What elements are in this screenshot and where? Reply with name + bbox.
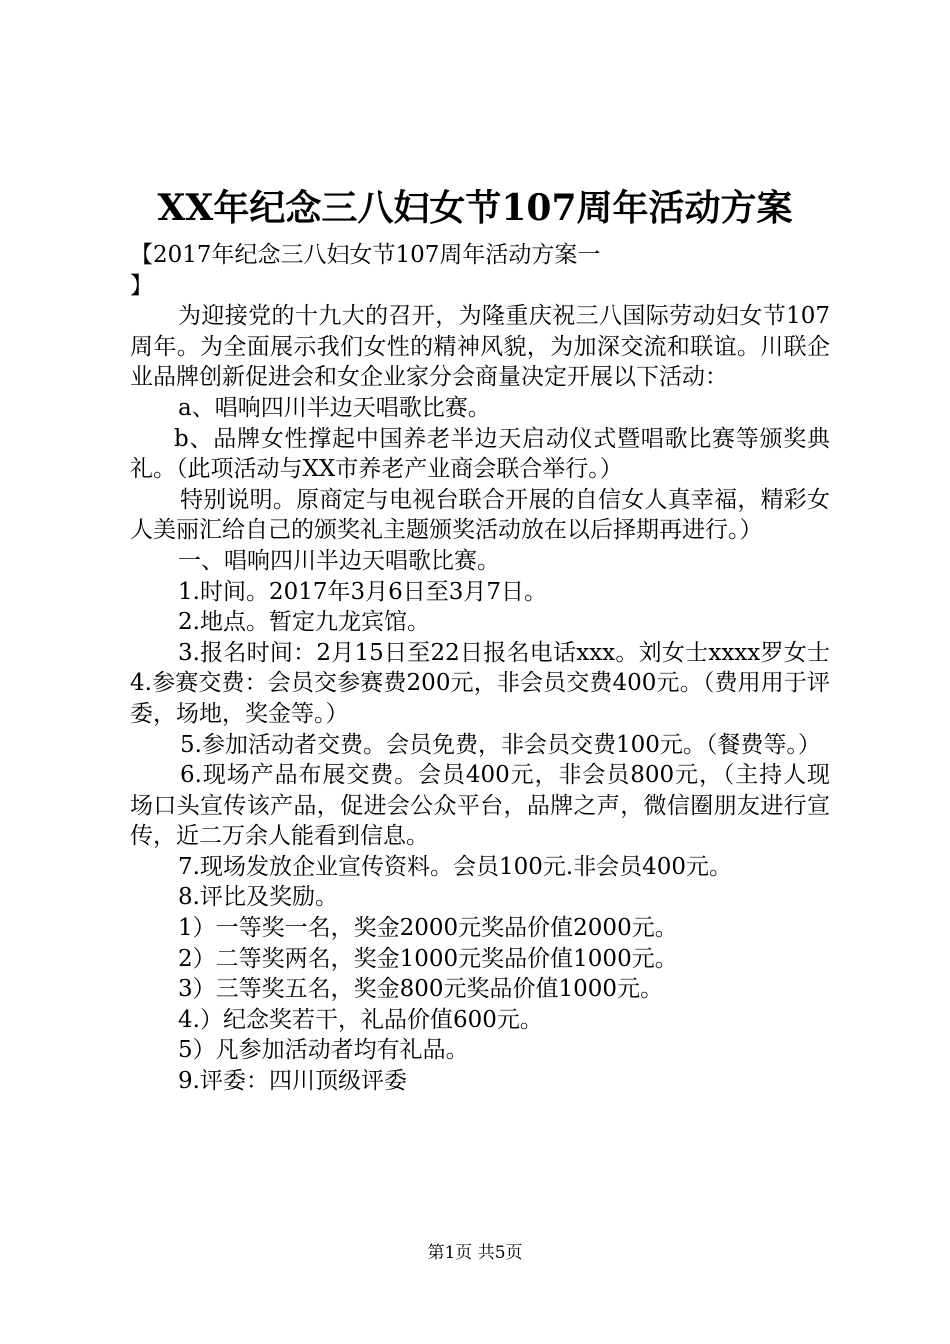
paragraph: 特别说明。原商定与电视台联合开展的自信女人真幸福，精彩女人美丽汇给自己的颁奖礼主题颁奖活动放在以后择期再进行。） xyxy=(130,486,830,544)
document-body xyxy=(130,240,830,1097)
paragraph: 3）三等奖五名，奖金800元奖品价值1000元。 xyxy=(178,976,664,1003)
paragraph: 3.报名时间：2月15日至22日报名电话xxx。刘女士xxxx罗女士4.参赛交费：会员交参赛费200元，非会员交费400元。（费用用于评委，场地，奖金等。） xyxy=(130,639,830,727)
paragraph: 1.时间。2017年3月6日至3月7日。 xyxy=(178,578,548,605)
paragraph: 8.评比及奖励。 xyxy=(178,884,338,911)
paragraph: 9.评委：四川顶级评委 xyxy=(178,1068,407,1095)
paragraph: 2.地点。暂定九龙宾馆。 xyxy=(178,609,430,636)
paragraph: 5）凡参加活动者均有礼品。 xyxy=(178,1037,469,1064)
page-number-footer: 第1页 共5页 xyxy=(427,1243,523,1263)
paragraph: 为迎接党的十九大的召开，为隆重庆祝三八国际劳动妇女节107周年。为全面展示我们女性的精神风貌，为加深交流和联谊。川联企业品牌创新促进会和女企业家分会商量决定开展以下活动： xyxy=(130,303,830,391)
paragraph: 一、唱响四川半边天唱歌比赛。 xyxy=(178,547,500,574)
subtitle-line: 】 xyxy=(130,272,153,299)
paragraph: a、唱响四川半边天唱歌比赛。 xyxy=(178,394,491,421)
paragraph: 2）二等奖两名，奖金1000元奖品价值1000元。 xyxy=(178,945,678,972)
paragraph: 7.现场发放企业宣传资料。会员100元.非会员400元。 xyxy=(178,853,733,880)
subtitle-line: 【2017年纪念三八妇女节107周年活动方案一 xyxy=(130,242,601,268)
paragraph: 4.）纪念奖若干，礼品价值600元。 xyxy=(178,1006,543,1033)
paragraph: 1）一等奖一名，奖金2000元奖品价值2000元。 xyxy=(178,915,678,942)
paragraph: 6.现场产品布展交费。会员400元，非会员800元，（主持人现场口头宣传该产品，促进会公众平台，品牌之声，微信圈朋友进行宣传，近二万余人能看到信息。 xyxy=(130,762,830,850)
paragraph: 5.参加活动者交费。会员免费，非会员交费100元。（餐费等。） xyxy=(180,731,821,758)
paragraph: b、品牌女性撑起中国养老半边天启动仪式暨唱歌比赛等颁奖典礼。（此项活动与XX市养老产业商会联合举行。） xyxy=(130,425,830,483)
document-title: XX年纪念三八妇女节107周年活动方案 xyxy=(157,187,793,229)
